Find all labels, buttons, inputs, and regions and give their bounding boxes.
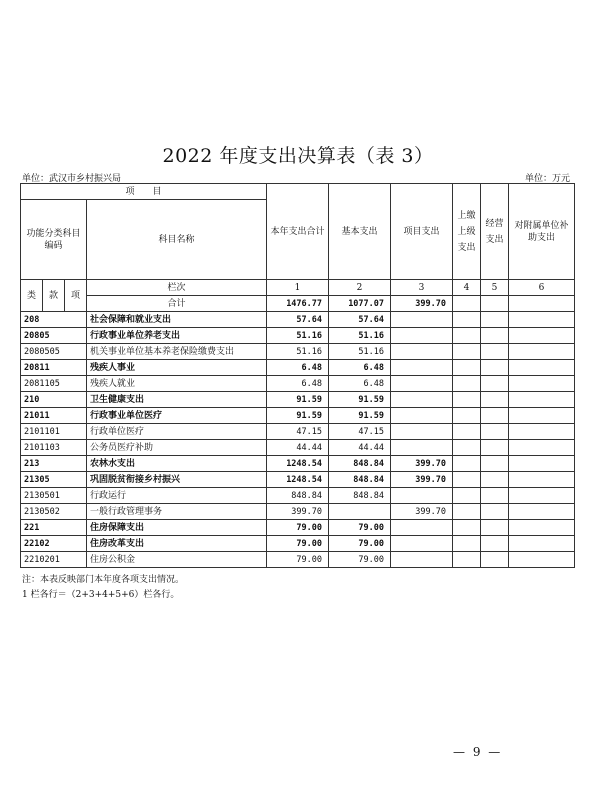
row-code: 20805 [21,328,87,344]
row-subject-name: 社会保障和就业支出 [87,312,267,328]
row-code: 21011 [21,408,87,424]
row-project [391,408,453,424]
row-subject-name: 一般行政管理事务 [87,504,267,520]
empty-cell [481,456,509,472]
row-subject-name: 住房保障支出 [87,520,267,536]
row-total: 848.84 [267,488,329,504]
empty-cell [509,360,575,376]
row-basic [329,504,391,520]
empty-cell [481,360,509,376]
table-row [21,408,575,424]
row-code: 2210201 [21,552,87,568]
empty-cell [453,312,481,328]
note-line-2: 1 栏各行＝（2+3+4+5+6）栏各行。 [22,590,180,600]
row-basic: 51.16 [329,328,391,344]
header-total: 本年支出合计 [267,184,329,280]
empty-cell [481,472,509,488]
empty-cell [509,552,575,568]
header-subsidiary: 对附属单位补助支出 [509,184,575,280]
row-project [391,424,453,440]
header-xiang: 项 [65,280,87,312]
empty-cell [509,456,575,472]
row-project [391,536,453,552]
header-basic: 基本支出 [329,184,391,280]
column-number-1: 1 [267,280,329,296]
row-subject-name: 住房公积金 [87,552,267,568]
table-row [21,456,575,472]
empty-cell [509,328,575,344]
column-number-4: 4 [453,280,481,296]
empty-cell [481,440,509,456]
row-total: 44.44 [267,440,329,456]
empty-cell [481,504,509,520]
header-kuan: 款 [43,280,65,312]
row-project: 399.70 [391,504,453,520]
row-subject-name: 行政事业单位养老支出 [87,328,267,344]
empty-cell [453,424,481,440]
row-code: 221 [21,520,87,536]
row-code: 2101103 [21,440,87,456]
row-subject-name: 行政运行 [87,488,267,504]
empty-cell [509,488,575,504]
row-subject-name: 卫生健康支出 [87,392,267,408]
empty-cell [481,552,509,568]
table-row [21,472,575,488]
empty-cell [453,504,481,520]
column-number-6: 6 [509,280,575,296]
table-row [21,536,575,552]
empty-cell [509,392,575,408]
unit-currency: 单位：万元 [524,174,570,184]
row-subject-name: 公务员医疗补助 [87,440,267,456]
empty-cell [453,488,481,504]
row-project [391,328,453,344]
table-row [21,312,575,328]
expenditure-table [20,183,575,568]
header-upper-payment: 上缴上级支出 [453,184,481,280]
row-total: 79.00 [267,536,329,552]
row-total: 47.15 [267,424,329,440]
empty-cell [509,296,575,312]
table-row [21,360,575,376]
table-row [21,328,575,344]
row-code: 21305 [21,472,87,488]
empty-cell [481,376,509,392]
empty-cell [453,456,481,472]
row-subject-name: 行政单位医疗 [87,424,267,440]
table-row [21,344,575,360]
row-total: 79.00 [267,552,329,568]
empty-cell [453,328,481,344]
empty-cell [509,536,575,552]
row-total: 91.59 [267,392,329,408]
column-number-5: 5 [481,280,509,296]
header-subject-name: 科目名称 [87,200,267,280]
row-subject-name: 巩固脱贫衔接乡村振兴 [87,472,267,488]
empty-cell [453,520,481,536]
empty-cell [481,424,509,440]
row-basic: 57.64 [329,312,391,328]
row-subject-name: 残疾人事业 [87,360,267,376]
empty-cell [453,296,481,312]
row-basic: 91.59 [329,408,391,424]
table-row [21,392,575,408]
sum-row-label: 合计 [87,296,267,312]
row-code: 22102 [21,536,87,552]
row-code: 210 [21,392,87,408]
row-basic: 44.44 [329,440,391,456]
row-project [391,552,453,568]
row-total: 79.00 [267,520,329,536]
row-project [391,376,453,392]
table-row [21,488,575,504]
empty-cell [481,296,509,312]
empty-cell [509,408,575,424]
empty-cell [509,312,575,328]
empty-cell [509,376,575,392]
empty-cell [481,312,509,328]
empty-cell [481,328,509,344]
empty-cell [509,344,575,360]
empty-cell [453,376,481,392]
row-code: 213 [21,456,87,472]
page-title: 2022 年度支出决算表（表 3） [162,145,434,167]
row-code: 2080505 [21,344,87,360]
row-project: 399.70 [391,472,453,488]
empty-cell [453,552,481,568]
empty-cell [453,536,481,552]
header-lanci: 栏次 [87,280,267,296]
row-subject-name: 残疾人就业 [87,376,267,392]
empty-cell [453,440,481,456]
column-number-2: 2 [329,280,391,296]
table-row [21,552,575,568]
row-basic: 79.00 [329,520,391,536]
row-subject-name: 住房改革支出 [87,536,267,552]
table-row [21,376,575,392]
row-project: 399.70 [391,456,453,472]
row-basic: 79.00 [329,536,391,552]
table-row [21,504,575,520]
empty-cell [481,488,509,504]
row-project [391,360,453,376]
row-basic: 51.16 [329,344,391,360]
empty-cell [509,424,575,440]
row-basic: 848.84 [329,472,391,488]
empty-cell [453,408,481,424]
row-subject-name: 农林水支出 [87,456,267,472]
empty-cell [509,504,575,520]
header-function-code: 功能分类科目编码 [21,200,87,280]
empty-cell [481,344,509,360]
row-code: 2130501 [21,488,87,504]
header-lei: 类 [21,280,43,312]
header-business: 经营支出 [481,184,509,280]
header-project-expenditure: 项目支出 [391,184,453,280]
empty-cell [453,472,481,488]
row-basic: 79.00 [329,552,391,568]
table-row [21,424,575,440]
row-total: 6.48 [267,360,329,376]
row-project [391,392,453,408]
row-total: 1248.54 [267,456,329,472]
row-basic: 47.15 [329,424,391,440]
table-row [21,520,575,536]
sum-project: 399.70 [391,296,453,312]
unit-organization: 单位：武汉市乡村振兴局 [22,174,122,184]
row-total: 1248.54 [267,472,329,488]
empty-cell [481,536,509,552]
note-line-1: 注：本表反映部门本年度各项支出情况。 [22,575,185,585]
row-subject-name: 行政事业单位医疗 [87,408,267,424]
row-basic: 91.59 [329,392,391,408]
row-total: 57.64 [267,312,329,328]
row-project [391,440,453,456]
empty-cell [509,472,575,488]
empty-cell [509,440,575,456]
sum-total: 1476.77 [267,296,329,312]
row-code: 20811 [21,360,87,376]
row-basic: 6.48 [329,376,391,392]
sum-basic: 1077.07 [329,296,391,312]
row-basic: 848.84 [329,456,391,472]
column-number-3: 3 [391,280,453,296]
row-project [391,520,453,536]
row-project [391,312,453,328]
row-subject-name: 机关事业单位基本养老保险缴费支出 [87,344,267,360]
empty-cell [481,520,509,536]
row-project [391,488,453,504]
row-code: 2101101 [21,424,87,440]
empty-cell [481,392,509,408]
page-number: — 9 — [453,745,503,759]
empty-cell [453,392,481,408]
empty-cell [453,360,481,376]
row-total: 51.16 [267,344,329,360]
empty-cell [481,408,509,424]
row-code: 2130502 [21,504,87,520]
table-row [21,440,575,456]
row-total: 91.59 [267,408,329,424]
row-project [391,344,453,360]
row-total: 6.48 [267,376,329,392]
header-project: 项 目 [21,184,267,200]
row-basic: 848.84 [329,488,391,504]
row-basic: 6.48 [329,360,391,376]
empty-cell [509,520,575,536]
row-code: 2081105 [21,376,87,392]
empty-cell [453,344,481,360]
row-total: 51.16 [267,328,329,344]
row-code: 208 [21,312,87,328]
row-total: 399.70 [267,504,329,520]
